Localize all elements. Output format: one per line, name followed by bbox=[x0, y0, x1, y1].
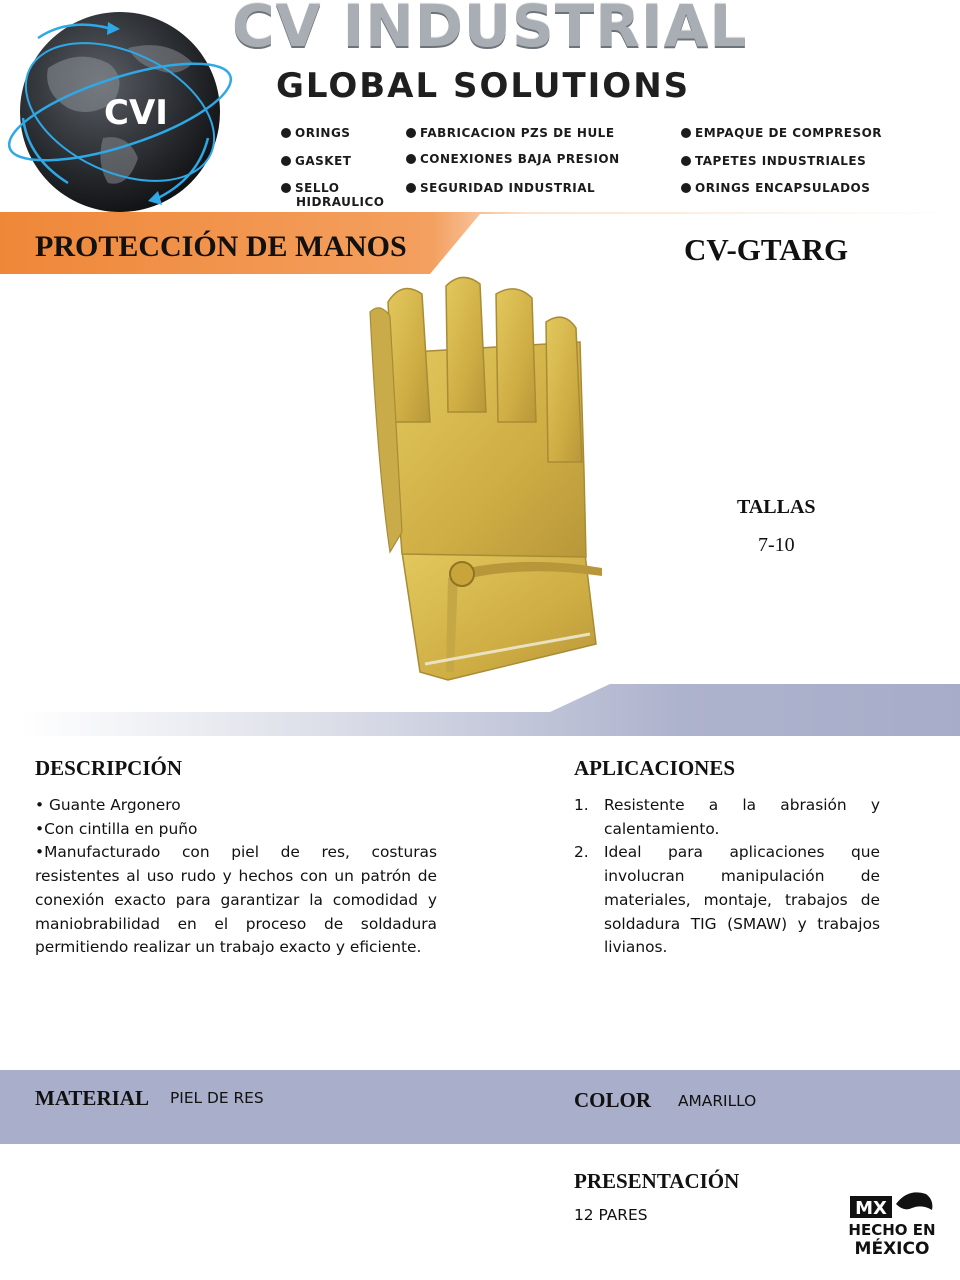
brand-subtitle: GLOBAL SOLUTIONS bbox=[276, 66, 691, 106]
service-item: EMPAQUE DE COMPRESOR bbox=[681, 126, 882, 140]
bullet-icon bbox=[681, 183, 691, 193]
divider-band bbox=[0, 684, 960, 736]
material-label: MATERIAL bbox=[35, 1086, 149, 1110]
description-line: •Con cintilla en puño bbox=[35, 819, 198, 838]
material-value: PIEL DE RES bbox=[170, 1089, 264, 1107]
bullet-icon bbox=[281, 156, 291, 166]
description-body bbox=[35, 794, 437, 960]
color-label: COLOR bbox=[574, 1088, 652, 1112]
service-item: SEGURIDAD INDUSTRIAL bbox=[406, 181, 595, 195]
brand-title: CV INDUSTRIAL bbox=[232, 0, 748, 60]
description-line: •Manufacturado con piel de res, costuras resistentes al uso rudo y hechos con un patrón de conexión exacto para garantizar la comodidad y maniobrabilidad en el proceso de soldadura permitiendo realizar un trabajo exacto y eficiente. bbox=[35, 843, 437, 957]
service-item: FABRICACION PZS DE HULE bbox=[406, 126, 615, 140]
list-item bbox=[574, 841, 880, 960]
list-text: Resistente a la abrasión y calentamiento. bbox=[604, 796, 880, 838]
service-item: ORINGS bbox=[281, 126, 350, 140]
mx-logo-text: MX bbox=[855, 1198, 887, 1219]
service-item: GASKET bbox=[281, 154, 351, 168]
description-line: • Guante Argonero bbox=[35, 796, 181, 814]
bullet-icon bbox=[681, 128, 691, 138]
cvi-globe-logo bbox=[8, 8, 244, 214]
service-item: ORINGS ENCAPSULADOS bbox=[681, 181, 870, 195]
list-item bbox=[574, 794, 880, 841]
presentation-label: PRESENTACIÓN bbox=[574, 1169, 740, 1193]
bullet-icon bbox=[406, 154, 416, 164]
service-item: SELLO bbox=[281, 181, 339, 195]
list-text: Ideal para aplicaciones que involucran manipulación de materiales, montaje, trabajos de soldadura TIG (SMAW) y trabajos livianos. bbox=[604, 843, 880, 957]
mx-logo-line2: HECHO EN bbox=[848, 1221, 936, 1239]
service-item: TAPETES INDUSTRIALES bbox=[681, 154, 866, 168]
list-number: 1. bbox=[574, 796, 589, 814]
glove-image bbox=[350, 272, 610, 692]
service-item: CONEXIONES BAJA PRESION bbox=[406, 152, 620, 166]
logo-text: CVI bbox=[104, 93, 168, 133]
presentation-value: 12 PARES bbox=[574, 1206, 648, 1224]
bullet-icon bbox=[406, 183, 416, 193]
hecho-en-mexico-logo bbox=[848, 1186, 938, 1258]
bullet-icon bbox=[281, 128, 291, 138]
applications-list bbox=[574, 794, 880, 960]
section-title: PROTECCIÓN DE MANOS bbox=[35, 230, 407, 263]
bullet-icon bbox=[681, 156, 691, 166]
bullet-icon bbox=[281, 183, 291, 193]
applications-heading: APLICACIONES bbox=[574, 756, 736, 780]
sizes-value: 7-10 bbox=[758, 534, 795, 556]
mx-logo-line3: MÉXICO bbox=[854, 1239, 930, 1258]
product-code: CV-GTARG bbox=[684, 232, 849, 267]
sizes-label: TALLAS bbox=[737, 496, 816, 518]
color-value: AMARILLO bbox=[678, 1092, 757, 1110]
list-number: 2. bbox=[574, 843, 589, 862]
service-item-continuation: HIDRAULICO bbox=[296, 195, 385, 209]
bullet-icon bbox=[406, 128, 416, 138]
description-heading: DESCRIPCIÓN bbox=[35, 756, 183, 780]
